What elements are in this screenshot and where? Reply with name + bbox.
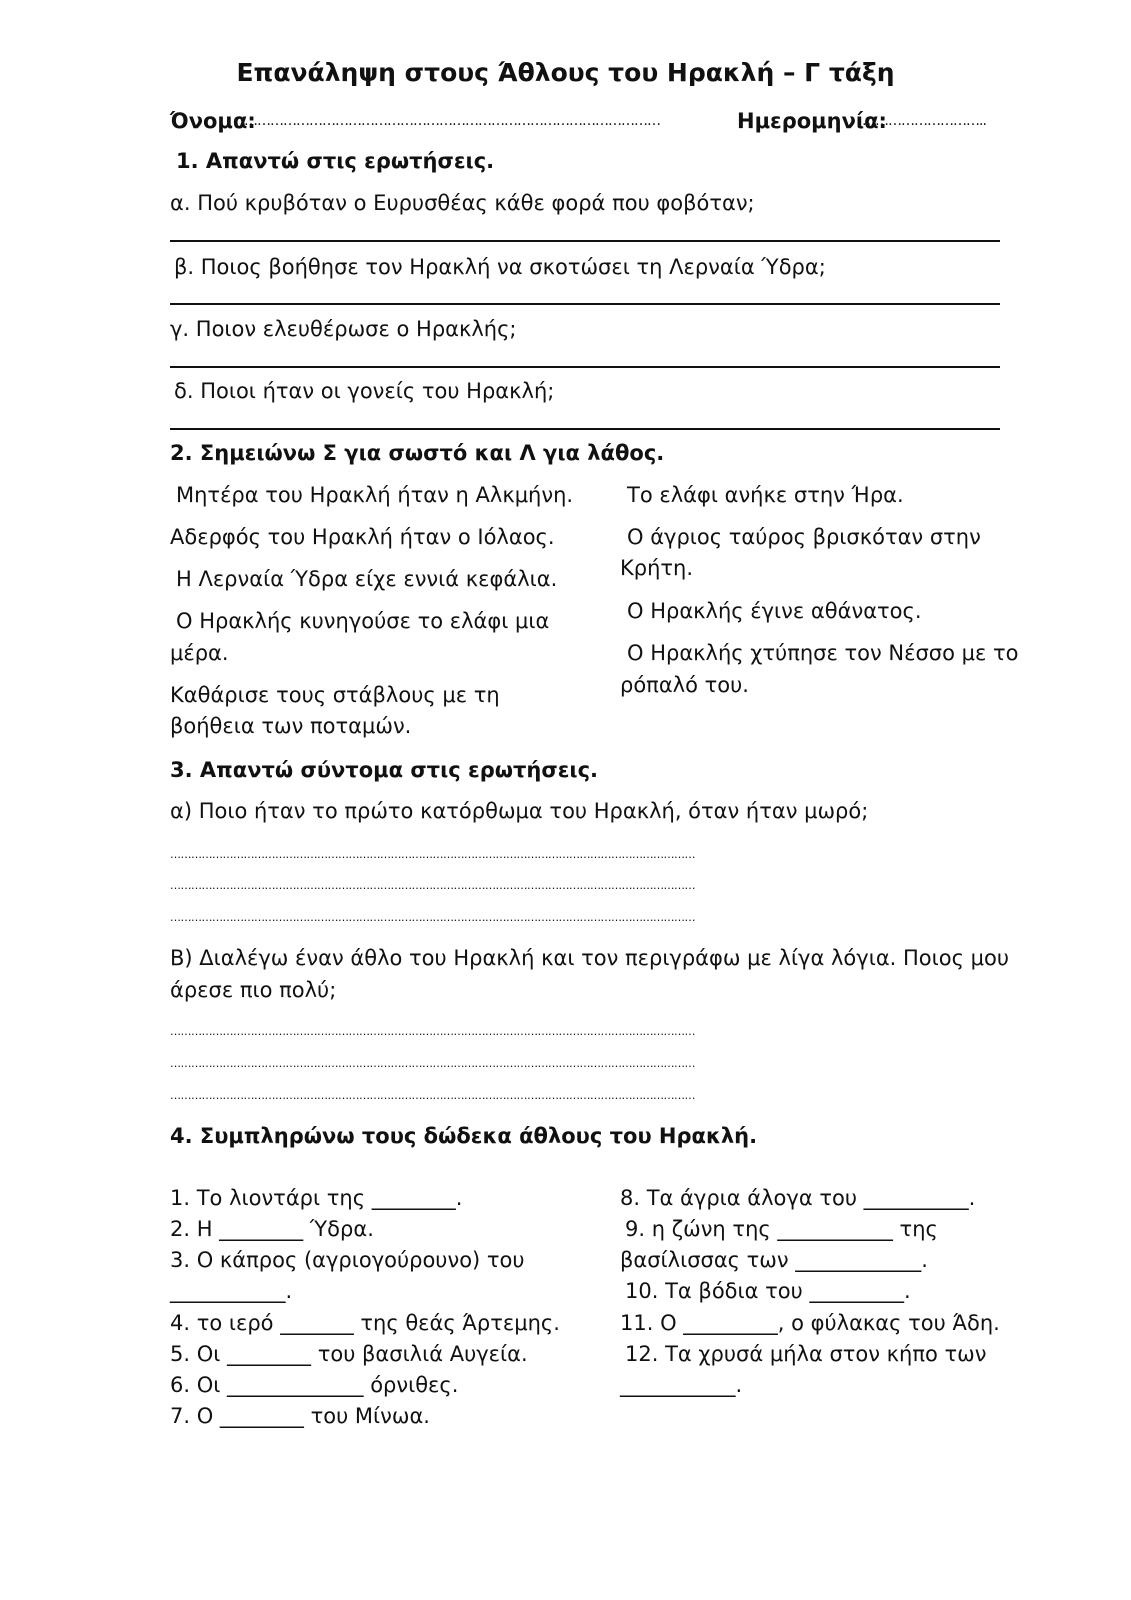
tf-statement-8: Ο Ηρακλής έγινε αθάνατος.	[627, 599, 922, 623]
labour-5: 5. Οι ________ του βασιλιά Αυγεία.	[170, 1342, 528, 1366]
labour-6: 6. Οι _____________ όρνιθες.	[170, 1373, 459, 1397]
section4-heading: 4. Συμπληρώνω τους δώδεκα άθλους του Ηρακλή.	[170, 1124, 758, 1148]
tf-statement-9-line2: ρόπαλό του.	[620, 673, 749, 697]
tf-statement-7-line1: Ο άγριος ταύρος βρισκόταν στην	[627, 525, 981, 549]
question-1a: α. Πού κρυβόταν ο Ευρυσθέας κάθε φορά που φοβόταν;	[170, 191, 755, 215]
section3-heading: 3. Απαντώ σύντομα στις ερωτήσεις.	[170, 758, 598, 782]
dotted-answer-line[interactable]: ……………………………………………………………………………………………………………………………………	[170, 1057, 695, 1070]
name-field[interactable]: ……………………………………………………………………………………	[244, 113, 660, 129]
tf-statement-3: Η Λερναία Ύδρα είχε εννιά κεφάλια.	[176, 567, 558, 591]
dotted-answer-line[interactable]: ……………………………………………………………………………………………………………………………………	[170, 1089, 695, 1102]
tf-statement-5-line2: βοήθεια των ποταμών.	[170, 714, 412, 738]
labour-9-line2: βασίλισσας των ____________.	[620, 1248, 928, 1272]
tf-statement-6: Το ελάφι ανήκε στην Ήρα.	[627, 483, 904, 507]
labour-7: 7. Ο ________ του Μίνωα.	[170, 1404, 430, 1428]
date-field[interactable]: ………………………..	[862, 113, 986, 129]
answer-line-1d[interactable]	[170, 428, 1000, 430]
question-1b: β. Ποιος βοήθησε τον Ηρακλή να σκοτώσει τη Λερναία Ύδρα;	[174, 255, 826, 279]
section2-heading: 2. Σημειώνω Σ για σωστό και Λ για λάθος.	[170, 441, 665, 465]
tf-statement-7-line2: Κρήτη.	[620, 556, 694, 580]
labour-4: 4. το ιερό _______ της θεάς Άρτεμης.	[170, 1311, 560, 1335]
labour-12-line1: 12. Τα χρυσά μήλα στον κήπο των	[625, 1342, 987, 1366]
tf-statement-4-line1: Ο Ηρακλής κυνηγούσε το ελάφι μια	[176, 609, 550, 633]
labour-1: 1. Το λιοντάρι της ________.	[170, 1186, 463, 1210]
labour-3-line2: ___________.	[170, 1279, 293, 1303]
date-label: Ημερομηνία:	[737, 109, 887, 133]
section1-heading: 1. Απαντώ στις ερωτήσεις.	[176, 149, 495, 173]
answer-line-1a[interactable]	[170, 240, 1000, 242]
question-3a: α) Ποιο ήταν το πρώτο κατόρθωμα του Ηρακλή, όταν ήταν μωρό;	[170, 799, 869, 823]
question-3b-line2: άρεσε πιο πολύ;	[170, 978, 337, 1002]
tf-statement-2: Αδερφός του Ηρακλή ήταν ο Ιόλαος.	[170, 525, 555, 549]
labour-2: 2. Η ________ Ύδρα.	[170, 1217, 374, 1241]
tf-statement-5-line1: Καθάρισε τους στάβλους με τη	[170, 683, 500, 707]
dotted-answer-line[interactable]: ……………………………………………………………………………………………………………………………………	[170, 879, 695, 892]
labour-8: 8. Τα άγρια άλογα του __________.	[620, 1186, 976, 1210]
question-1c: γ. Ποιον ελευθέρωσε ο Ηρακλής;	[170, 317, 517, 341]
labour-11: 11. Ο _________, ο φύλακας του Άδη.	[620, 1311, 1000, 1335]
dotted-answer-line[interactable]: ……………………………………………………………………………………………………………………………………	[170, 1025, 695, 1038]
dotted-answer-line[interactable]: ……………………………………………………………………………………………………………………………………	[170, 911, 695, 924]
labour-9-line1: 9. η ζώνη της ___________ της	[625, 1217, 938, 1241]
name-label: Όνομα:	[170, 109, 256, 133]
labour-12-line2: ___________.	[620, 1373, 743, 1397]
tf-statement-1: Μητέρα του Ηρακλή ήταν η Αλκμήνη.	[176, 483, 574, 507]
tf-statement-4-line2: μέρα.	[170, 641, 229, 665]
tf-statement-9-line1: Ο Ηρακλής χτύπησε τον Νέσσο με το	[627, 641, 1019, 665]
labour-3-line1: 3. Ο κάπρος (αγριογούρουνο) του	[170, 1248, 525, 1272]
answer-line-1c[interactable]	[170, 366, 1000, 368]
answer-line-1b[interactable]	[170, 303, 1000, 305]
question-3b-line1: Β) Διαλέγω έναν άθλο του Ηρακλή και τον περιγράφω με λίγα λόγια. Ποιος μου	[170, 946, 1009, 970]
page-title: Επανάληψη στους Άθλους του Ηρακλή – Γ τάξη	[236, 58, 895, 87]
labour-10: 10. Τα βόδια του _________.	[625, 1279, 911, 1303]
question-1d: δ. Ποιοι ήταν οι γονείς του Ηρακλή;	[174, 379, 555, 403]
dotted-answer-line[interactable]: ……………………………………………………………………………………………………………………………………	[170, 848, 695, 861]
